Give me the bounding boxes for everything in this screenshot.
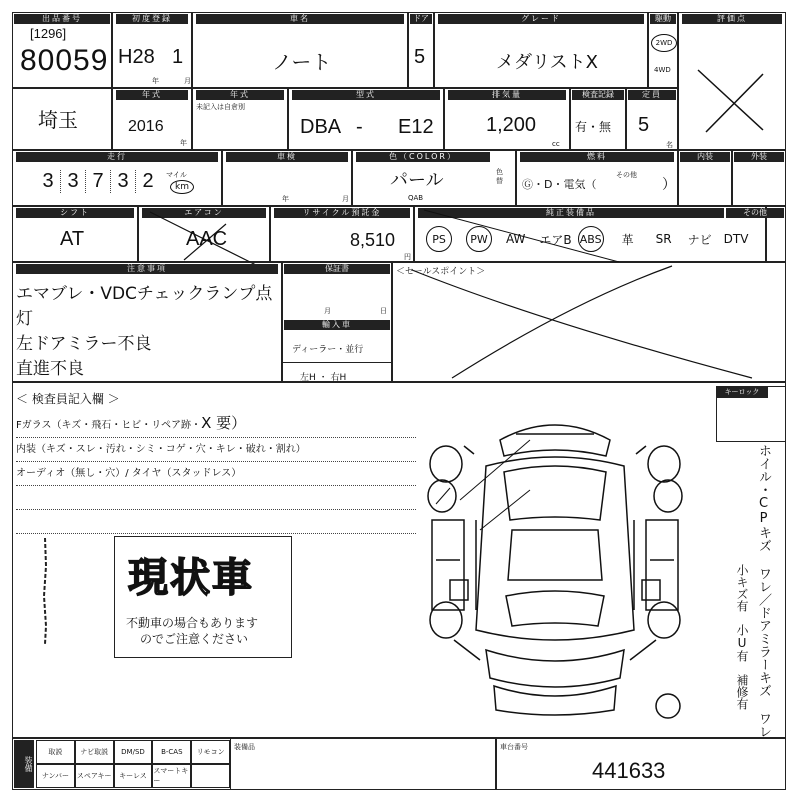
inspector-line-text: Fガラス（キズ・飛石・ヒビ・リペア跡・ <box>16 420 202 431</box>
color-side-label: 色替 <box>496 168 503 185</box>
region-value: 埼玉 <box>38 108 78 132</box>
equipment-header: 純正装備品 <box>418 208 724 218</box>
mileage-digits <box>36 170 160 193</box>
bottom-options <box>36 740 230 788</box>
car-name: ノート <box>272 50 332 74</box>
equipment-other-header: その他 <box>726 208 784 218</box>
warranty-header: 保証書 <box>284 264 390 274</box>
inspector-line: オーディオ（無し・穴）/ タイヤ（スタッドレス） <box>16 462 416 486</box>
inspector-line: 内装（キズ・スレ・汚れ・シミ・コゲ・穴・キレ・破れ・割れ） <box>16 438 416 462</box>
reg-note-header: 年式 <box>196 90 284 100</box>
first-reg-era: H28 <box>118 46 155 68</box>
shift-header: シフト <box>16 208 134 218</box>
color-name: パール <box>390 170 444 191</box>
drive-header: 駆動 <box>650 14 676 24</box>
record-header: 検査記録 <box>572 90 624 100</box>
evaluation-mark <box>688 60 778 140</box>
color-header: 色（COLOR） <box>356 152 490 162</box>
inspector-lines <box>16 412 416 534</box>
drive-4wd: 4WD <box>654 66 671 74</box>
inspection-year-unit: 年 <box>282 195 289 203</box>
exterior-header: 外装 <box>734 152 784 162</box>
note-line: 左ドアミラー不良 <box>16 334 152 354</box>
displacement-unit: cc <box>552 140 560 148</box>
fuel-other: その他 <box>616 171 637 179</box>
interior-header: 内装 <box>680 152 730 162</box>
drive-2wd: 2WD <box>651 34 677 52</box>
doors-header: ドア <box>410 14 432 24</box>
note-line: 灯 <box>16 309 33 329</box>
first-reg-month-unit: 月 <box>184 77 191 85</box>
warranty-month: 月 <box>324 307 331 315</box>
exhibit-header: 出品番号 <box>14 14 110 24</box>
option-smart-key: スマートキー <box>152 764 191 788</box>
fuel-header: 燃料 <box>520 152 674 162</box>
right-note-1: ホイル・CPキズ ワレ／ドアミラーキズ ワレ <box>756 444 771 738</box>
aircon-header: エアコン <box>142 208 266 218</box>
fuel-close: ） <box>662 177 676 193</box>
equipment-strike <box>414 206 624 266</box>
equipment-leather: 革 <box>621 232 634 247</box>
option-manual: 取説 <box>36 740 75 764</box>
evaluation-header: 評価点 <box>682 14 782 24</box>
capacity-unit: 名 <box>666 141 673 149</box>
aircon-value: AAC <box>186 228 228 250</box>
mileage-unit-mile: マイル <box>166 171 187 179</box>
import-value: ディーラー・並行 <box>292 345 364 355</box>
lot-prefix: [1296] <box>30 26 67 41</box>
mileage-digit: 3 <box>36 170 61 193</box>
bottom-label: 装備 <box>14 740 34 788</box>
option-plate: ナンバー <box>36 764 75 788</box>
mileage-digit: 7 <box>86 170 111 193</box>
capacity-value: 5 <box>638 114 650 136</box>
recycle-header: リサイクル預託金 <box>274 208 410 218</box>
aircon-strike <box>140 206 270 270</box>
inspector-header: ＜ 検査員記入欄 ＞ <box>16 392 120 406</box>
option-bcas: B-CAS <box>152 740 191 764</box>
chassis-label: 車台番号 <box>500 743 528 751</box>
option-remote: リモコン <box>191 740 230 764</box>
equipment-sr: SR <box>655 232 672 246</box>
shift-value: AT <box>60 228 85 250</box>
inspection-header: 車検 <box>226 152 348 162</box>
first-reg-year-unit: 年 <box>152 77 159 85</box>
keys-header: キーロック <box>716 386 768 398</box>
sales-point-header: ＜セールスポイント＞ <box>396 267 486 277</box>
sales-point-strike <box>392 262 786 382</box>
stamp-line1: 不動車の場合もあります <box>126 616 259 630</box>
equipment-ps: PS <box>426 226 452 252</box>
grade-value: メダリストX <box>496 52 598 73</box>
stamp-line2: のでご注意ください <box>140 632 249 646</box>
model-prefix: DBA <box>300 116 342 138</box>
notes-header: 注意事項 <box>16 264 278 274</box>
windshield <box>504 466 606 520</box>
model-header: 型式 <box>292 90 440 100</box>
note-line: 直進不良 <box>16 359 84 379</box>
displacement-header: 排気量 <box>448 90 566 100</box>
equipment-navi: ナビ <box>687 232 712 247</box>
car-damage-diagram <box>420 410 690 720</box>
model-code: E12 <box>398 116 434 138</box>
mileage-header: 走行 <box>16 152 218 162</box>
model-year-unit: 年 <box>180 139 187 147</box>
equipment-pw: PW <box>466 226 492 252</box>
equipment-airbag: エアB <box>539 232 572 247</box>
margin-line <box>40 536 50 646</box>
inspector-line <box>16 412 416 438</box>
handle-value: 左H ・ 右H <box>300 373 347 383</box>
option-spare-key: スペアキー <box>75 764 114 788</box>
first-reg-header: 初度登録 <box>116 14 188 24</box>
year-header: 年式 <box>116 90 188 100</box>
model-year: 2016 <box>128 118 164 135</box>
model-dash: - <box>356 116 363 138</box>
option-dm-sd: DM/SD <box>114 740 153 764</box>
mileage-unit-km: km <box>170 180 194 194</box>
option-keyless: キーレス <box>114 764 153 788</box>
doors-value: 5 <box>414 46 426 68</box>
mileage-digit: 3 <box>111 170 136 193</box>
note-line: エマブレ・VDCチェックランプ点 <box>16 284 273 304</box>
import-header: 輸入車 <box>284 320 390 330</box>
warranty-day: 日 <box>380 307 387 315</box>
reg-note: 未記入は自倉別 <box>196 103 245 111</box>
fuel-options: Ⓖ・D・電気（ <box>522 178 597 191</box>
lot-number: 80059 <box>20 44 109 77</box>
recycle-unit: 円 <box>404 253 411 261</box>
record-value: 有・無 <box>575 120 612 134</box>
equipment-aw: AW <box>506 232 526 246</box>
grade-header: グレード <box>438 14 644 24</box>
inspection-month-unit: 月 <box>342 195 349 203</box>
stamp-title: 現状車 <box>128 555 254 601</box>
capacity-header: 定員 <box>628 90 676 100</box>
recycle-value: 8,510 <box>350 230 396 250</box>
inspector-highlight: X 要） <box>201 414 247 432</box>
car-name-header: 車名 <box>196 14 404 24</box>
inspection-point-label: 装備品 <box>234 743 255 751</box>
first-reg-month: 1 <box>172 46 184 68</box>
right-note-2: 小キズ有 小U有 補修有 <box>735 564 749 710</box>
color-code: QAB <box>408 194 424 202</box>
mileage-digit: 3 <box>61 170 86 193</box>
equipment-dtv: DTV <box>723 232 749 246</box>
equipment-abs: ABS <box>578 226 604 252</box>
option-navi-manual: ナビ取説 <box>75 740 114 764</box>
notes-lines <box>16 282 272 382</box>
displacement-value: 1,200 <box>486 114 537 136</box>
mileage-digit: 2 <box>142 170 154 192</box>
inspection-point-cell <box>230 738 496 790</box>
chassis-number: 441633 <box>592 758 666 783</box>
